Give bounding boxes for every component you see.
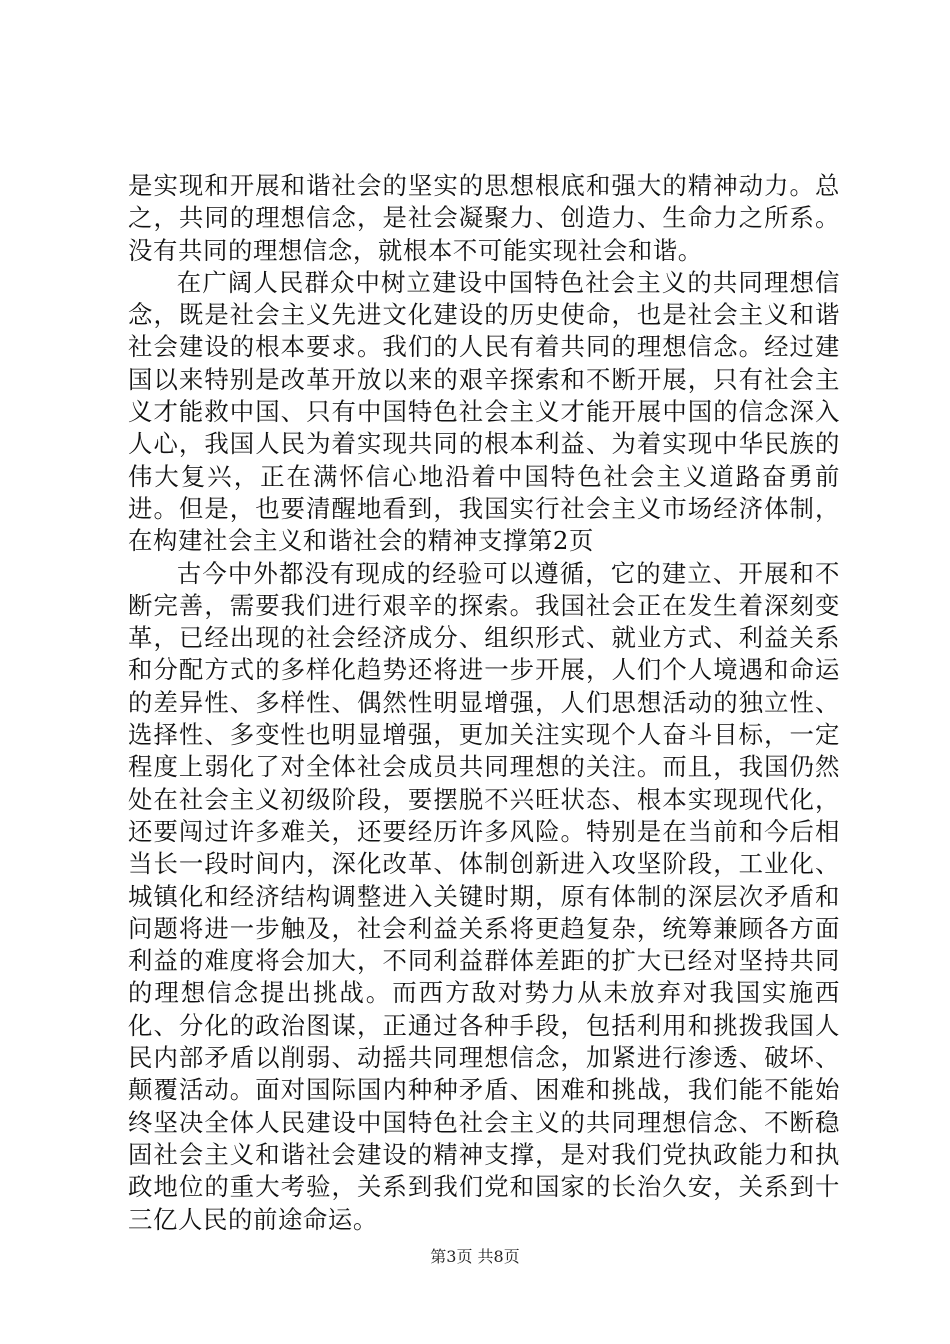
page-footer: 第3页 共8页 [430,1247,520,1266]
paragraph-3: 古今中外都没有现成的经验可以遵循，它的建立、开展和不断完善，需要我们进行艰辛的探索。我国社会正在发生着深刻变革，已经出现的社会经济成分、组织形式、就业方式、利益关系和分配方式的多样化趋势还将进一步开展，人们个人境遇和命运的差异性、多样性、偶然性明显增强，人们思想活动的独立性、选择性、多变性也明显增强，更加关注实现个人奋斗目标，一定程度上弱化了对全体社会成员共同理想的关注。而且，我国仍然处在社会主义初级阶段，要摆脱不兴旺状态、根本实现现代化，还要闯过许多难关，还要经历许多风险。特别是在当前和今后相当长一段时间内，深化改革、体制创新进入攻坚阶段，工业化、城镇化和经济结构调整进入关键时期，原有体制的深层次矛盾和问题将进一步触及，社会利益关系将更趋复杂，统筹兼顾各方面利益的难度将会加大，不同利益群体差距的扩大已经对坚持共同的理想信念提出挑战。而西方敌对势力从未放弃对我国实施西化、分化的政治图谋，正通过各种手段，包括利用和挑拨我国人民内部矛盾以削弱、动摇共同理想信念，加紧进行渗透、破坏、颠覆活动。面对国际国内种种矛盾、困难和挑战，我们能不能始终坚决全体人民建设中国特色社会主义的共同理想信念、不断稳固社会主义和谐社会建设的精神支撑，是对我们党执政能力和执政地位的重大考验，关系到我们党和国家的长治久安，关系到十三亿人民的前途命运。 [128,558,840,1234]
paragraph-2: 在广阔人民群众中树立建设中国特色社会主义的共同理想信念，既是社会主义先进文化建设的历史使命，也是社会主义和谐社会建设的根本要求。我们的人民有着共同的理想信念。经过建国以来特别是改革开放以来的艰辛探索和不断开展，只有社会主义才能救中国、只有中国特色社会主义才能开展中国的信念深入人心，我国人民为着实现共同的根本利益、为着实现中华民族的伟大复兴，正在满怀信心地沿着中国特色社会主义道路奋勇前进。但是，也要清醒地看到，我国实行社会主义市场经济体制，在构建社会主义和谐社会的精神支撑第2页 [128,267,840,556]
document-body [128,170,840,1236]
paragraph-1: 是实现和开展和谐社会的坚实的思想根底和强大的精神动力。总之，共同的理想信念，是社会凝聚力、创造力、生命力之所系。没有共同的理想信念，就根本不可能实现社会和谐。 [128,171,840,265]
